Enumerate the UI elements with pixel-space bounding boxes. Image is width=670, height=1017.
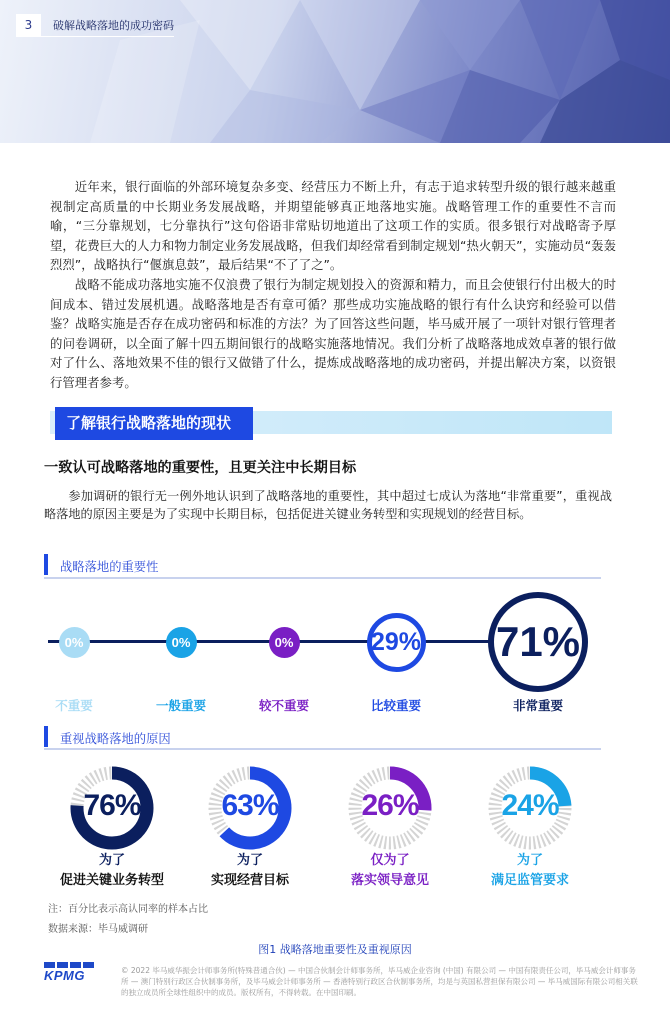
reason-label <box>42 851 182 891</box>
donut-value: 76% <box>83 789 141 822</box>
donut-value: 63% <box>221 789 279 822</box>
reason-line-2: 促进关键业务转型 <box>59 873 164 888</box>
importance-bubble: 71% <box>488 592 588 692</box>
importance-label: 非常重要 <box>512 698 563 713</box>
reason-line-2: 落实领导意见 <box>350 873 429 888</box>
chart-title-text: 重视战略落地的原因 <box>60 732 171 746</box>
running-title: 破解战略落地的成功密码 <box>53 19 174 32</box>
header-banner <box>0 0 670 143</box>
importance-label: 比较重要 <box>370 698 421 713</box>
donut-value: 26% <box>361 789 419 822</box>
chart-rule <box>44 577 601 579</box>
reason-line-1: 为了 <box>516 853 543 868</box>
chart-note: 注：百分比表示高认同率的样本占比 <box>48 904 208 915</box>
intro-paragraph-2: 战略不能成功落地实施不仅浪费了银行为制定规划投入的资源和精力，而且会使银行付出极大的时间成本、错过发展机遇。战略落地是否有章可循？那些成功实施战略的银行有什么诀窍和经验可以借鉴？战略实施是否存在成功密码和标准的方法？为了回答这些问题，毕马威开展了一项针对银行管理者的问卷调研，以全面了解十四五期间银行的战略实施落地情况。我们分析了战略落地成效卓著的银行做对了什么、落地效果不佳的银行又做错了什么，提炼成战略落地的成功密码，并提出解决方案，以资银行管理者参考。 <box>50 277 616 390</box>
title-underline <box>16 36 174 37</box>
intro-paragraph-1: 近年来，银行面临的外部环境复杂多变、经营压力不断上升，有志于追求转型升级的银行越来越重视制定高质量的中长期业务发展战略，并期望能够真正地落地实施。战略管理工作的重要性不言而喻，“三分靠规划，七分靠执行”这句俗语非常贴切地道出了这项工作的实质。很多银行对战略寄予厚望，花费巨大的人力和物力制定业务发展战略，但我们却经常看到制定规划“热火朝天”，实施动员“轰轰烈烈”，战略执行“偃旗息鼓”，最后结果“不了了之”。 <box>50 179 616 273</box>
reason-line-1: 为了 <box>98 853 125 868</box>
importance-label: 较不重要 <box>258 698 309 713</box>
reason-label <box>460 851 600 891</box>
kpmg-logo: KPMG <box>44 968 85 983</box>
section-title: 了解银行战略落地的现状 <box>55 407 253 440</box>
chart-title-reasons <box>44 729 171 747</box>
reason-label <box>320 851 460 891</box>
donut-value: 24% <box>501 789 559 822</box>
reason-label <box>180 851 320 891</box>
importance-bubble: 0% <box>166 627 197 658</box>
chart-rule <box>44 748 601 750</box>
legal-notice: © 2022 毕马威华振会计师事务所(特殊普通合伙) — 中国合伙制会计师事务所，毕马威企业咨询 (中国) 有限公司 — 中国有限责任公司，毕马威会计师事务所 — 澳门特别行政区合伙制事务所，及毕马威会计师事务所 — 香港特别行政区合伙制事务所，均是与英国私营担保有限公司 — 毕马威国际有限公司相关联的独立成员所全球性组织中的成员。版权所有，不得转载。在中国印刷。 <box>121 966 638 997</box>
figure-caption: 图1 战略落地重要性及重视原因 <box>258 943 412 956</box>
data-source: 数据来源：毕马威调研 <box>48 924 148 935</box>
reason-line-2: 实现经营目标 <box>210 873 289 888</box>
importance-bubble: 0% <box>269 627 300 658</box>
chart-title-text: 战略落地的重要性 <box>60 560 159 574</box>
title-accent-bar <box>44 554 48 575</box>
subheading: 一致认可战略落地的重要性，且更关注中长期目标 <box>44 460 357 476</box>
importance-label: 不重要 <box>55 698 93 713</box>
reason-line-1: 为了 <box>236 853 263 868</box>
chart-title-importance <box>44 557 158 575</box>
importance-bubble: 29% <box>367 613 426 672</box>
importance-label: 一般重要 <box>155 698 206 713</box>
title-accent-bar <box>44 726 48 747</box>
reason-line-2: 满足监管要求 <box>490 873 569 888</box>
reason-line-1: 仅为了 <box>370 853 410 868</box>
page-number: 3 <box>16 14 41 36</box>
section-paragraph: 参加调研的银行无一例外地认识到了战略落地的重要性，其中超过七成认为落地“非常重要”，重视战略落地的原因主要是为了实现中长期目标，包括促进关键业务转型和实现规划的经营目标。 <box>44 489 612 522</box>
importance-bubble: 0% <box>59 627 90 658</box>
